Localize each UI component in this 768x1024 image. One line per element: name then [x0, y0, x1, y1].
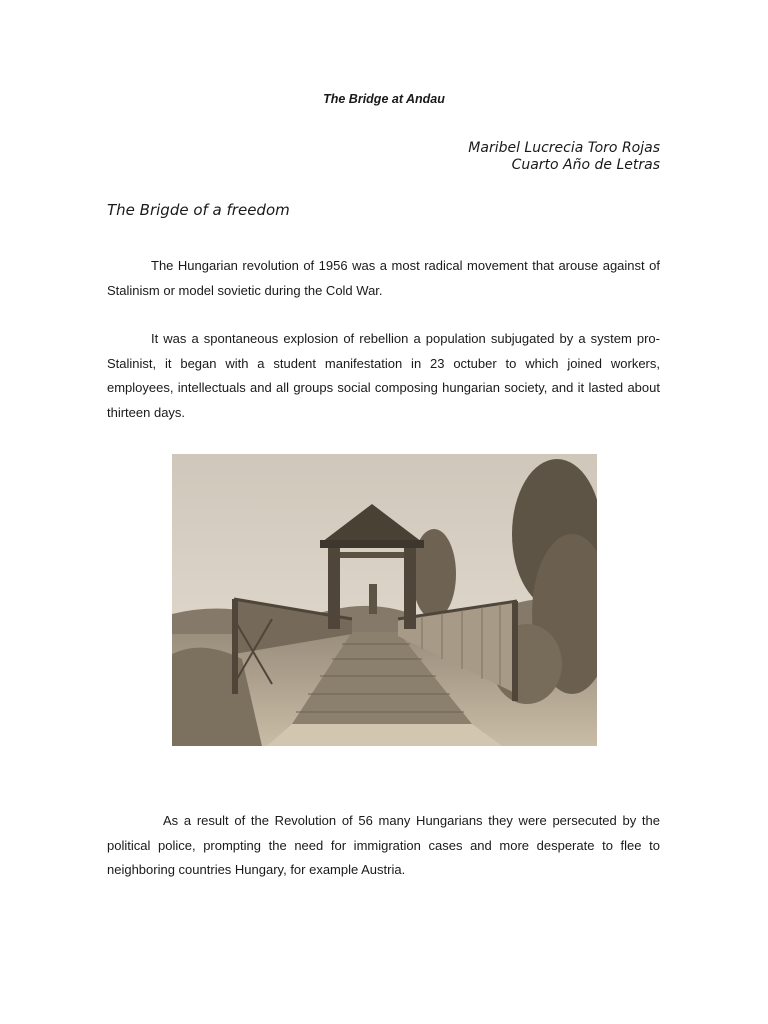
paragraph-3-text: As a result of the Revolution of 56 many Hungarians they were persecuted by the political police, prompting the need for immigration cases and more desperate to flee to neighboring countries Hungary, for example Austria. [107, 813, 660, 877]
author-name: Maribel Lucrecia Toro Rojas [468, 140, 660, 156]
bridge-photo [172, 454, 597, 746]
author-course: Cuarto Año de Letras [511, 157, 660, 173]
bridge-photo-illustration [172, 454, 597, 746]
paragraph-1-text: The Hungarian revolution of 1956 was a most radical movement that arouse against of Stalinism or model sovietic during the Cold War. [107, 258, 660, 298]
paragraph-2 [107, 327, 660, 425]
paragraph-3 [107, 809, 660, 883]
section-heading: The Brigde of a freedom [107, 201, 290, 219]
author-block [468, 140, 660, 174]
document-title: The Bridge at Andau [323, 92, 445, 106]
paragraph-2-text: It was a spontaneous explosion of rebellion a population subjugated by a system pro-Stalinist, it began with a student manifestation in 23 octuber to which joined workers, employees, intellectuals and all groups social composing hungarian society, and it lasted about thirteen days. [107, 331, 660, 420]
paragraph-1 [107, 254, 660, 303]
